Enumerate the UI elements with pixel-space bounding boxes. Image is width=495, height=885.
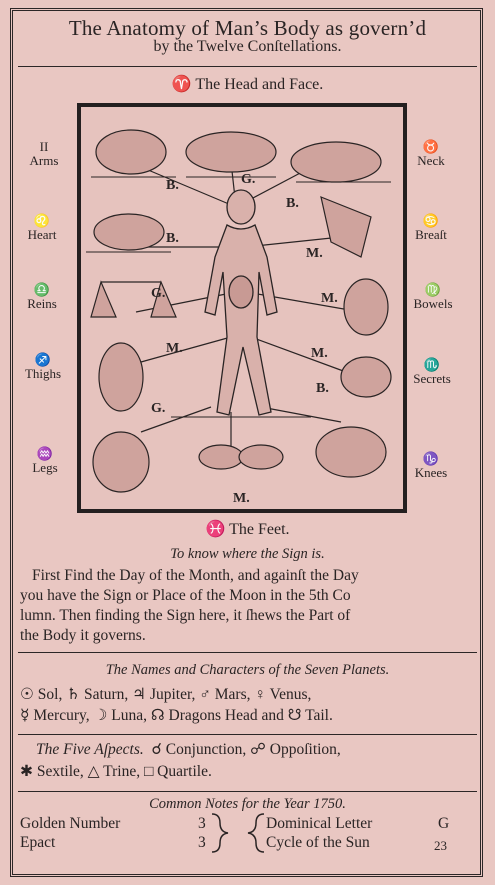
sign-gemini	[14, 140, 74, 169]
sign-leo	[12, 214, 72, 243]
notes-row	[20, 815, 120, 833]
notes-value: 3	[198, 815, 206, 832]
divider	[18, 652, 477, 653]
aspects-line: ✱ Sextile, △ Trine, □ Quartile.	[20, 763, 212, 780]
notes-label: Dominical Letter	[266, 815, 373, 832]
divider	[18, 791, 477, 792]
feet-label: ♓ The Feet.	[205, 521, 290, 538]
head-label: ♈ The Head and Face.	[171, 76, 324, 93]
sign-cancer	[401, 214, 461, 243]
divider	[18, 734, 477, 735]
taurus-symbol: ♉	[422, 139, 440, 154]
instructions-line: the Body it governs.	[20, 627, 146, 644]
notes-row	[198, 815, 206, 833]
notes-value: 23	[434, 838, 447, 853]
sign-label: Bowels	[413, 296, 453, 311]
sign-virgo	[403, 283, 463, 312]
scorpio-symbol: ♏	[423, 357, 441, 372]
libra-symbol: ♎	[33, 282, 51, 297]
cancer-symbol: ♋	[422, 213, 440, 228]
sign-capricorn	[401, 452, 461, 481]
page-subtitle: by the Twelve Conſtellations.	[153, 38, 342, 55]
planets-line: ☿ Mercury, ☽ Luna, ☊ Dragons Head and ☋ Tail.	[20, 707, 333, 724]
figure-letter: M.	[233, 491, 250, 506]
page-title: The Anatomy of Man’s Body as govern’d	[68, 16, 427, 40]
sign-taurus	[401, 140, 461, 169]
sign-label: Legs	[32, 460, 58, 475]
notes-row	[20, 834, 55, 852]
sagittarius-symbol: ♐	[34, 352, 52, 367]
instructions-heading: To know where the Sign is.	[170, 546, 325, 562]
notes-value: 3	[198, 834, 206, 851]
sign-label: Thighs	[24, 366, 62, 381]
sign-sagittarius	[13, 353, 73, 382]
sign-label: Heart	[27, 227, 57, 242]
figure-letter: M.	[321, 291, 338, 306]
notes-value: G	[438, 815, 450, 832]
sign-scorpio	[402, 358, 462, 387]
notes-row	[266, 834, 370, 852]
aspects-heading: The Five Aſpects.	[36, 741, 144, 758]
virgo-symbol: ♍	[424, 282, 442, 297]
sign-aquarius	[15, 447, 75, 476]
figure-letter: M.	[311, 346, 328, 361]
sign-label: Breaſt	[415, 227, 447, 242]
sign-libra	[12, 283, 72, 312]
figure-letter: M.	[306, 246, 323, 261]
divider	[18, 66, 477, 67]
notes-row	[198, 834, 206, 852]
figure-letter: B.	[316, 381, 329, 396]
aspects-line	[36, 740, 341, 760]
aspects-text: ☌ Conjunction, ☍ Oppoſition,	[151, 741, 341, 758]
figure-letter: B.	[166, 231, 179, 246]
gemini-symbol: II	[39, 139, 49, 154]
sign-label: Neck	[417, 153, 445, 168]
zodiac-man-illustration	[81, 107, 403, 509]
instructions-line: lumn. Then finding the Sign here, it ſhews the Part of	[20, 607, 351, 624]
notes-label: Cycle of the Sun	[266, 834, 370, 851]
figure-letter: G.	[151, 286, 166, 301]
leo-symbol: ♌	[33, 213, 51, 228]
figure-letter: G.	[151, 401, 166, 416]
notes-label: Epact	[20, 834, 56, 851]
planets-line: ☉ Sol, ♄ Saturn, ♃ Jupiter, ♂ Mars, ♀ Venus,	[20, 686, 312, 703]
figure-letter: G.	[241, 172, 256, 187]
instructions-line: First Find the Day of the Month, and againſt the Day	[32, 567, 359, 584]
sign-label: Knees	[414, 465, 448, 480]
planets-heading: The Names and Characters of the Seven Planets.	[105, 662, 390, 678]
instructions-line: you have the Sign or Place of the Moon in the 5th Co	[20, 587, 351, 604]
notes-row	[434, 838, 447, 854]
brace-decoration	[208, 812, 268, 856]
aquarius-symbol: ♒	[36, 446, 54, 461]
zodiac-man-woodcut	[77, 103, 407, 513]
notes-row	[438, 815, 449, 833]
figure-letter: B.	[166, 178, 179, 193]
notes-heading: Common Notes for the Year 1750.	[149, 796, 346, 812]
sign-label: Secrets	[413, 371, 451, 386]
figure-letter: B.	[286, 196, 299, 211]
capricorn-symbol: ♑	[422, 451, 440, 466]
notes-label: Golden Number	[20, 815, 121, 832]
figure-letter: M.	[166, 341, 183, 356]
notes-row	[266, 815, 372, 833]
sign-label: Reins	[27, 296, 57, 311]
sign-label: Arms	[29, 153, 59, 168]
